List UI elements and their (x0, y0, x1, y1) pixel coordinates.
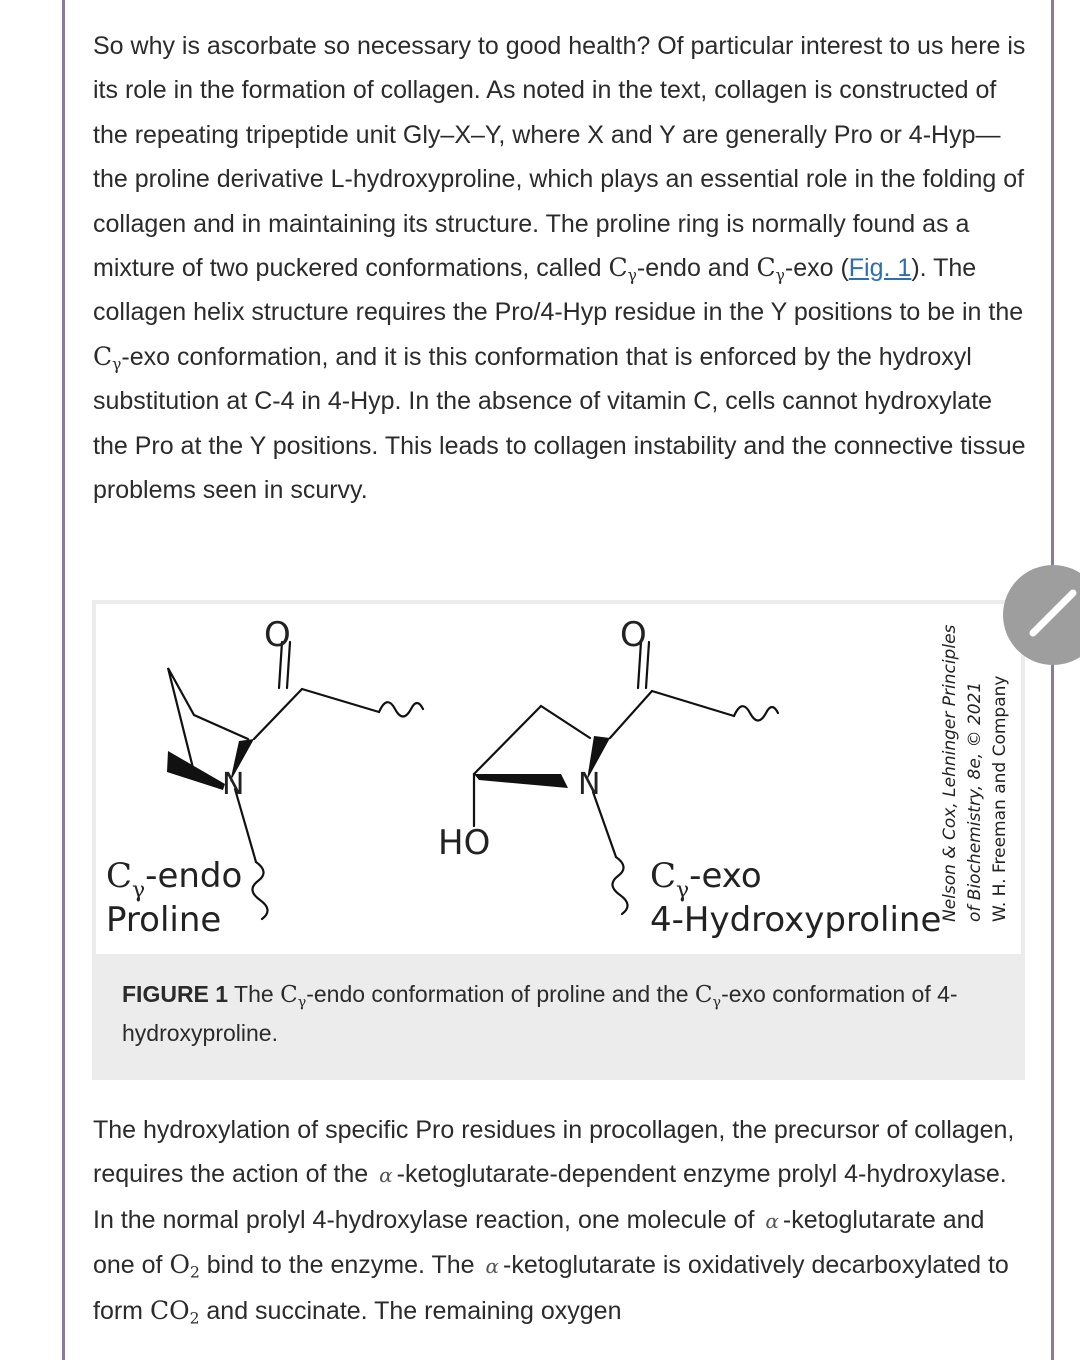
left-border (62, 0, 65, 1360)
figure-caption: FIGURE 1 The $C_\gamma$-endo conformation of proline and the $C_\gamma$-exo conformation of 4-hydroxyproline. (122, 981, 958, 1046)
figure-link[interactable]: Fig. 1 (848, 254, 912, 283)
right-oxygen-label: O (620, 615, 647, 655)
right-border (1051, 0, 1054, 1360)
svg-text:Nelson & Cox, Lehninger Princi: Nelson & Cox, Lehninger Principles (940, 624, 960, 922)
paragraph-ascorbate: So why is ascorbate so necessary to good health? Of particular interest to us here is its role in the formation of collagen. As noted in the text, collagen is constructed of the repeating tripeptide unit Gly–X–Y, where X and Y are generally Pro or 4-Hyp—the proline derivative L-hydroxyproline, which plays an essential role in the folding of collagen and in maintaining its structure. The proline ring is normally found as a mixture of two puckered conformations, called $C_\gamma$-endo and $C_\gamma$-exo (Fig. 1). The collagen helix structure requires the Pro/4-Hyp residue in the Y positions to be in the $C_\gamma$-exo conformation, and it is this conformation that is enforced by the hydroxyl substitution at C-4 in 4-Hyp. In the absence of vitamin C, cells cannot hydroxylate the Pro at the Y positions. This leads to collagen instability and the connective tissue problems seen in scurvy. (93, 32, 1026, 505)
left-nitrogen-label: N (222, 767, 245, 802)
right-conformation-label: $C_\gamma$-exo (650, 856, 762, 903)
svg-text:of Biochemistry, 8e, © 2021: of Biochemistry, 8e, © 2021 (965, 681, 985, 922)
paragraph-hydroxylation: The hydroxylation of specific Pro residues in procollagen, the precursor of collagen, requires the action of the α -ketoglutarate-dependent enzyme prolyl 4-hydroxylase. In the normal prolyl 4-hydroxylase reaction, one molecule of α -ketoglutarate and one of $O_2$ bind to the enzyme. The α -ketoglutarate is oxidatively decarboxylated to form $CO_2$ and succinate. The remaining oxygen (93, 1116, 1015, 1328)
pencil-icon (1003, 565, 1080, 665)
figure-image[interactable] (96, 604, 1021, 954)
edit-button[interactable] (1003, 565, 1080, 665)
right-molecule-name: 4-Hydroxyproline (650, 900, 942, 940)
figure-1 (92, 600, 1025, 1080)
right-nitrogen-label: N (578, 767, 601, 802)
left-conformation-label: $C_\gamma$-endo (106, 856, 243, 903)
hydroxyl-label: HO (438, 823, 491, 863)
left-molecule-name: Proline (106, 900, 222, 940)
conformation-structures (96, 604, 1021, 954)
svg-text:W. H. Freeman and Company: W. H. Freeman and Company (990, 675, 1010, 922)
left-oxygen-label: O (264, 615, 291, 655)
